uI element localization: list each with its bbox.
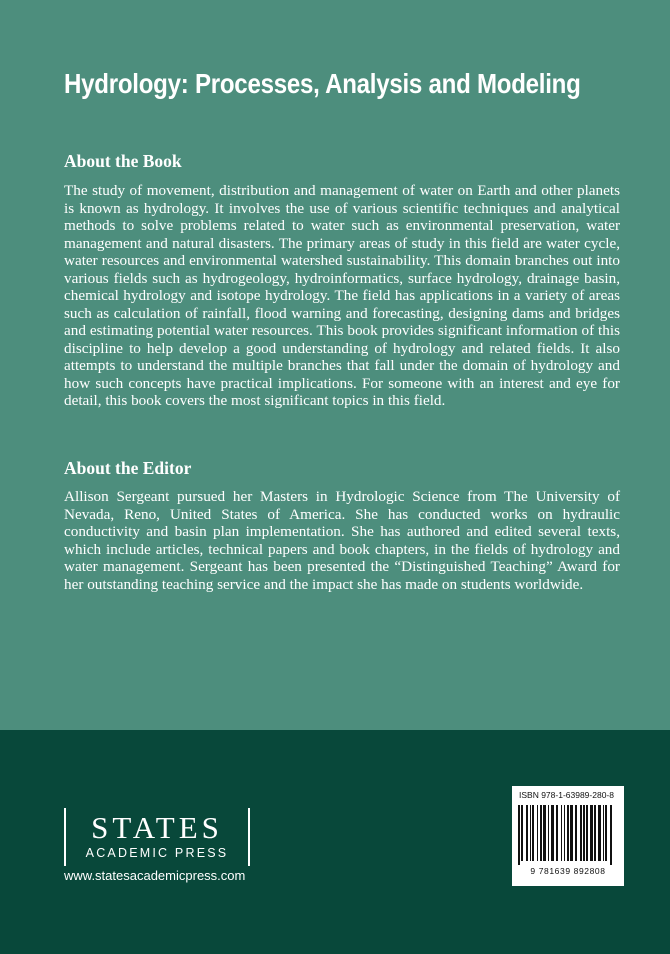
barcode-bar	[521, 805, 523, 861]
about-editor-heading: About the Editor	[64, 458, 192, 478]
publisher-logo-main: STATES	[91, 810, 223, 845]
barcode-bar	[532, 805, 534, 861]
barcode-bar	[561, 805, 562, 861]
barcode-bar	[575, 805, 577, 861]
barcode-bar	[570, 805, 573, 861]
barcode-bar	[537, 805, 538, 861]
about-book-heading: About the Book	[64, 151, 182, 171]
barcode-bar	[590, 805, 593, 861]
barcode-bar	[598, 805, 601, 861]
barcode-bar	[580, 805, 582, 861]
about-editor-text: Allison Sergeant pursued her Masters in Hydrologic Science from The University of Nevada, Reno, United States of America. She has conducted works on hydraulic conductivity and basin plan implementation. She has authored and edited several texts, which include articles, technical papers and book chapters, in the fields of hydrology and water management. Sergeant has been presented the “Distinguished Teaching” Award for her outstanding teaching service and the impact she has made on students worldwide.	[64, 488, 620, 593]
barcode-bar	[610, 805, 612, 865]
barcode-bar	[567, 805, 569, 861]
publisher-logo	[64, 808, 250, 866]
barcode-bar	[543, 805, 546, 861]
publisher-logo-sub: ACADEMIC PRESS	[85, 846, 229, 860]
barcode-bar	[556, 805, 558, 861]
barcode-bar	[548, 805, 549, 861]
barcode-bar	[518, 805, 520, 865]
about-book-text: The study of movement, distribution and management of water on Earth and other planets is known as hydrology. It involves the use of various scientific techniques and analytical methods to solve problems related to water such as environmental preservation, water management and natural disasters. The primary areas of study in this field are water cycle, water resources and environmental watershed sustainability. This domain branches out into various fields such as hydrogeology, hydroinformatics, surface hydrology, drainage basin, chemical hydrology and isotope hydrology. The field has applications in a variety of areas such as calculation of rainfall, flood warning and forecasting, designing dams and bridges and estimating potential water resources. This book provides significant information of this discipline to help develop a good understanding of hydrology and related fields. It also attempts to understand the multiple branches that fall under the domain of hydrology and how such concepts have practical implications. For someone with an interest and eye for detail, this book covers the most significant topics in this field.	[64, 182, 620, 409]
book-title: Hydrology: Processes, Analysis and Modeling	[64, 68, 581, 99]
isbn-barcode-block	[512, 786, 624, 886]
barcode-bar	[564, 805, 565, 861]
barcode-bar	[605, 805, 607, 861]
barcode	[516, 805, 620, 865]
barcode-bar	[603, 805, 604, 861]
barcode-bar	[530, 805, 531, 861]
isbn-digits: 9 781639 892808	[530, 866, 606, 876]
barcode-bar	[586, 805, 588, 861]
barcode-bar	[583, 805, 585, 861]
barcode-bar	[540, 805, 542, 861]
publisher-website: www.statesacademicpress.com	[64, 868, 246, 883]
barcode-bar	[594, 805, 596, 861]
barcode-bar	[526, 805, 528, 861]
isbn-label: ISBN 978-1-63989-280-8	[519, 790, 614, 800]
barcode-bar	[551, 805, 554, 861]
